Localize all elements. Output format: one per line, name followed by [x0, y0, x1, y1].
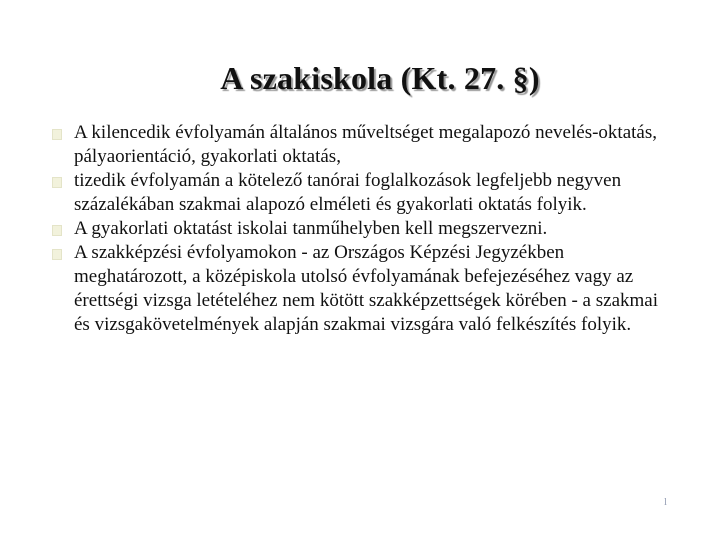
bullet-item	[48, 241, 668, 337]
bullet-text: A gyakorlati oktatást iskolai tanműhelyben kell megszervezni.	[74, 218, 548, 239]
square-bullet-icon	[52, 249, 62, 260]
bullet-text: tizedik évfolyamán a kötelező tanórai foglalkozások legfeljebb negyven százalékában szakmai alapozó elméleti és gyakorlati oktatás folyik.	[74, 170, 622, 215]
bullet-item	[48, 169, 668, 217]
page-mark: l	[664, 496, 668, 508]
slide-title: A szakiskola (Kt. 27. §)	[220, 60, 540, 96]
square-bullet-icon	[52, 129, 62, 140]
bullet-list	[48, 121, 668, 337]
bullet-text: A szakképzési évfolyamokon - az Országos Képzési Jegyzékben meghatározott, a középiskola utolsó évfolyamának befejezéséhez vagy az érettségi vizsga letételéhez nem kötött szakképzettségek körében - a szakmai és vizsgakövetelmények alapján szakmai vizsgára való felkészítés folyik.	[74, 242, 658, 335]
square-bullet-icon	[52, 177, 62, 188]
bullet-item	[48, 217, 668, 241]
square-bullet-icon	[52, 225, 62, 236]
bullet-item	[48, 121, 668, 169]
bullet-text: A kilencedik évfolyamán általános műveltséget megalapozó nevelés-oktatás, pályaorientáció, gyakorlati oktatás,	[74, 122, 657, 167]
